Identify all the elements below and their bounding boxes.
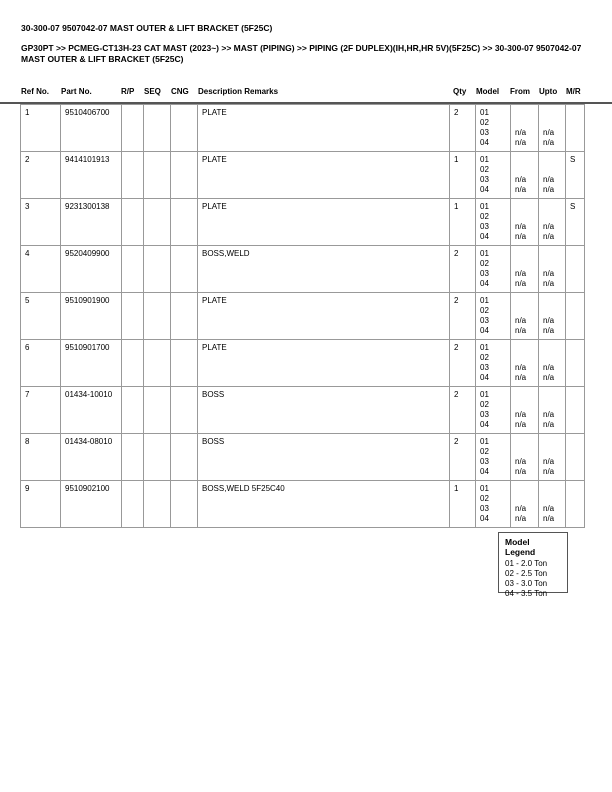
upto-line: n/a: [543, 514, 555, 523]
qty: 1: [450, 481, 476, 528]
rp-cell: [122, 340, 144, 387]
models-line: 02: [480, 400, 489, 409]
models-line: 02: [480, 165, 489, 174]
legend-item: 04 - 3.5 Ton: [505, 589, 548, 598]
seq-cell: [144, 199, 171, 246]
column-header: From: [510, 87, 530, 96]
models-line: 04: [480, 138, 489, 147]
upto-line: n/a: [543, 326, 555, 335]
column-header: Model: [476, 87, 500, 96]
from-line: [515, 390, 534, 400]
qty: 2: [450, 434, 476, 481]
description: PLATE: [198, 199, 450, 246]
ref-no: 4: [21, 246, 61, 293]
upto-line: n/a: [543, 175, 555, 184]
mr-cell: [566, 293, 585, 340]
from-line: n/a: [515, 269, 527, 278]
from-line: [515, 202, 534, 212]
upto-cell: [539, 246, 566, 293]
upto-line: [543, 353, 561, 363]
from-line: n/a: [515, 279, 527, 288]
mr-cell: S: [566, 152, 585, 199]
seq-cell: [144, 293, 171, 340]
table-row: [21, 293, 585, 340]
description: PLATE: [198, 340, 450, 387]
from-line: [515, 108, 534, 118]
rp-cell: [122, 387, 144, 434]
from-line: [515, 447, 534, 457]
seq-cell: [144, 105, 171, 152]
description: PLATE: [198, 293, 450, 340]
upto-line: n/a: [543, 222, 555, 231]
cng-cell: [171, 387, 198, 434]
from-line: n/a: [515, 467, 527, 476]
from-line: n/a: [515, 175, 527, 184]
from-cell: [511, 387, 539, 434]
description: PLATE: [198, 105, 450, 152]
models-line: 01: [480, 343, 489, 352]
seq-cell: [144, 152, 171, 199]
qty: 1: [450, 199, 476, 246]
rp-cell: [122, 105, 144, 152]
mr-cell: [566, 105, 585, 152]
upto-line: n/a: [543, 457, 555, 466]
cng-cell: [171, 434, 198, 481]
upto-line: [543, 484, 561, 494]
models-line: 01: [480, 155, 489, 164]
models-line: 02: [480, 494, 489, 503]
part-no: 01434-10010: [61, 387, 122, 434]
ref-no: 6: [21, 340, 61, 387]
column-header: Description Remarks: [198, 87, 279, 96]
description: PLATE: [198, 152, 450, 199]
models-line: 02: [480, 118, 489, 127]
from-cell: [511, 105, 539, 152]
table-row: [21, 481, 585, 528]
from-line: n/a: [515, 457, 527, 466]
table-row: [21, 199, 585, 246]
upto-cell: [539, 199, 566, 246]
from-line: [515, 484, 534, 494]
from-line: [515, 249, 534, 259]
upto-line: [543, 118, 561, 128]
mr-cell: [566, 340, 585, 387]
qty: 2: [450, 387, 476, 434]
upto-line: n/a: [543, 128, 555, 137]
page-title: 30-300-07 9507042-07 MAST OUTER & LIFT BRACKET (5F25C): [21, 23, 273, 33]
from-line: n/a: [515, 138, 527, 147]
upto-line: n/a: [543, 420, 555, 429]
ref-no: 7: [21, 387, 61, 434]
upto-line: [543, 165, 561, 175]
models-line: 03: [480, 222, 489, 231]
rp-cell: [122, 199, 144, 246]
from-line: n/a: [515, 222, 527, 231]
models-line: 02: [480, 259, 489, 268]
from-cell: [511, 199, 539, 246]
qty: 1: [450, 152, 476, 199]
parts-table: [20, 104, 585, 528]
qty: 2: [450, 246, 476, 293]
from-line: n/a: [515, 504, 527, 513]
ref-no: 5: [21, 293, 61, 340]
from-line: n/a: [515, 514, 527, 523]
mr-cell: S: [566, 199, 585, 246]
part-no: 9520409900: [61, 246, 122, 293]
cng-cell: [171, 481, 198, 528]
legend-item: 03 - 3.0 Ton: [505, 579, 548, 588]
model-cell: [476, 434, 511, 481]
upto-line: [543, 343, 561, 353]
upto-line: n/a: [543, 504, 555, 513]
table-row: [21, 105, 585, 152]
upto-line: [543, 437, 561, 447]
upto-cell: [539, 105, 566, 152]
description: BOSS: [198, 387, 450, 434]
models-line: 01: [480, 249, 489, 258]
from-line: [515, 353, 534, 363]
models-line: 03: [480, 363, 489, 372]
models-line: 04: [480, 467, 489, 476]
column-header: CNG: [171, 87, 189, 96]
models-line: 01: [480, 390, 489, 399]
from-line: n/a: [515, 185, 527, 194]
mr-cell: [566, 434, 585, 481]
upto-line: [543, 108, 561, 118]
rp-cell: [122, 152, 144, 199]
legend-item: 01 - 2.0 Ton: [505, 559, 548, 568]
models-line: 03: [480, 128, 489, 137]
column-header: Upto: [539, 87, 558, 96]
column-header: Part No.: [61, 87, 92, 96]
from-line: n/a: [515, 326, 527, 335]
cng-cell: [171, 105, 198, 152]
from-line: n/a: [515, 128, 527, 137]
seq-cell: [144, 481, 171, 528]
part-no: 9510901700: [61, 340, 122, 387]
cng-cell: [171, 293, 198, 340]
from-line: [515, 343, 534, 353]
models-line: 04: [480, 420, 489, 429]
table-row: [21, 246, 585, 293]
ref-no: 3: [21, 199, 61, 246]
legend-item: 02 - 2.5 Ton: [505, 569, 548, 578]
qty: 2: [450, 340, 476, 387]
from-line: [515, 212, 534, 222]
models-line: 04: [480, 279, 489, 288]
from-line: [515, 306, 534, 316]
qty: 2: [450, 293, 476, 340]
upto-line: [543, 249, 561, 259]
model-legend: [498, 532, 568, 598]
model-cell: [476, 246, 511, 293]
mr-cell: [566, 481, 585, 528]
ref-no: 8: [21, 434, 61, 481]
cng-cell: [171, 199, 198, 246]
from-cell: [511, 293, 539, 340]
models-line: 03: [480, 410, 489, 419]
from-cell: [511, 481, 539, 528]
from-line: n/a: [515, 232, 527, 241]
part-no: 01434-08010: [61, 434, 122, 481]
rp-cell: [122, 246, 144, 293]
upto-line: n/a: [543, 279, 555, 288]
from-line: [515, 494, 534, 504]
upto-line: [543, 447, 561, 457]
upto-line: [543, 306, 561, 316]
models-line: 01: [480, 296, 489, 305]
table-row: [21, 340, 585, 387]
upto-line: n/a: [543, 363, 555, 372]
models-line: 01: [480, 202, 489, 211]
upto-line: n/a: [543, 467, 555, 476]
column-header: R/P: [121, 87, 135, 96]
upto-cell: [539, 152, 566, 199]
column-header: SEQ: [144, 87, 161, 96]
cng-cell: [171, 152, 198, 199]
from-line: n/a: [515, 316, 527, 325]
seq-cell: [144, 434, 171, 481]
mr-cell: [566, 387, 585, 434]
column-header: Qty: [453, 87, 467, 96]
models-line: 01: [480, 108, 489, 117]
model-cell: [476, 199, 511, 246]
table-row: [21, 387, 585, 434]
upto-line: [543, 202, 561, 212]
table-row: [21, 434, 585, 481]
models-line: 03: [480, 269, 489, 278]
models-line: 03: [480, 457, 489, 466]
mr-cell: [566, 246, 585, 293]
ref-no: 2: [21, 152, 61, 199]
from-line: n/a: [515, 420, 527, 429]
seq-cell: [144, 246, 171, 293]
upto-cell: [539, 293, 566, 340]
upto-cell: [539, 481, 566, 528]
from-line: [515, 437, 534, 447]
upto-line: [543, 155, 561, 165]
models-line: 04: [480, 185, 489, 194]
rp-cell: [122, 434, 144, 481]
description: BOSS: [198, 434, 450, 481]
upto-line: n/a: [543, 138, 555, 147]
ref-no: 1: [21, 105, 61, 152]
models-line: 04: [480, 326, 489, 335]
rp-cell: [122, 293, 144, 340]
from-cell: [511, 152, 539, 199]
models-line: 03: [480, 175, 489, 184]
upto-cell: [539, 387, 566, 434]
model-cell: [476, 293, 511, 340]
from-line: [515, 155, 534, 165]
model-cell: [476, 152, 511, 199]
upto-line: n/a: [543, 269, 555, 278]
upto-line: [543, 494, 561, 504]
from-line: n/a: [515, 410, 527, 419]
upto-line: [543, 296, 561, 306]
seq-cell: [144, 340, 171, 387]
part-no: 9510406700: [61, 105, 122, 152]
from-line: [515, 296, 534, 306]
models-line: 02: [480, 212, 489, 221]
upto-line: [543, 390, 561, 400]
models-line: 03: [480, 316, 489, 325]
upto-line: [543, 212, 561, 222]
part-no: 9414101913: [61, 152, 122, 199]
upto-line: [543, 400, 561, 410]
breadcrumb: GP30PT >> PCMEG-CT13H-23 CAT MAST (2023~) >> MAST (PIPING) >> PIPING (2F DUPLEX)(IH,HR,HR 5V)(5F25C) >> 30-300-07 9507042-07 MAST OUTER & LIFT BRACKET (5F25C): [21, 43, 582, 64]
models-line: 03: [480, 504, 489, 513]
rp-cell: [122, 481, 144, 528]
cng-cell: [171, 246, 198, 293]
cng-cell: [171, 340, 198, 387]
seq-cell: [144, 387, 171, 434]
model-cell: [476, 481, 511, 528]
models-line: 04: [480, 232, 489, 241]
column-header: M/R: [566, 87, 581, 96]
ref-no: 9: [21, 481, 61, 528]
from-cell: [511, 434, 539, 481]
upto-line: n/a: [543, 232, 555, 241]
from-line: n/a: [515, 363, 527, 372]
upto-cell: [539, 434, 566, 481]
models-line: 04: [480, 373, 489, 382]
upto-line: n/a: [543, 316, 555, 325]
upto-line: [543, 259, 561, 269]
column-header: Ref No.: [21, 87, 49, 96]
from-line: [515, 259, 534, 269]
from-line: n/a: [515, 373, 527, 382]
qty: 2: [450, 105, 476, 152]
models-line: 02: [480, 306, 489, 315]
part-no: 9510901900: [61, 293, 122, 340]
description: BOSS,WELD: [198, 246, 450, 293]
upto-line: n/a: [543, 410, 555, 419]
from-line: [515, 165, 534, 175]
part-no: 9510902100: [61, 481, 122, 528]
description: BOSS,WELD 5F25C40: [198, 481, 450, 528]
models-line: 01: [480, 484, 489, 493]
from-line: [515, 118, 534, 128]
model-cell: [476, 340, 511, 387]
table-row: [21, 152, 585, 199]
upto-cell: [539, 340, 566, 387]
models-line: 02: [480, 447, 489, 456]
upto-line: n/a: [543, 373, 555, 382]
models-line: 01: [480, 437, 489, 446]
models-line: 04: [480, 514, 489, 523]
model-cell: [476, 105, 511, 152]
model-cell: [476, 387, 511, 434]
from-cell: [511, 246, 539, 293]
part-no: 9231300138: [61, 199, 122, 246]
from-line: [515, 400, 534, 410]
upto-line: n/a: [543, 185, 555, 194]
from-cell: [511, 340, 539, 387]
models-line: 02: [480, 353, 489, 362]
legend-title: Model Legend: [505, 537, 536, 557]
